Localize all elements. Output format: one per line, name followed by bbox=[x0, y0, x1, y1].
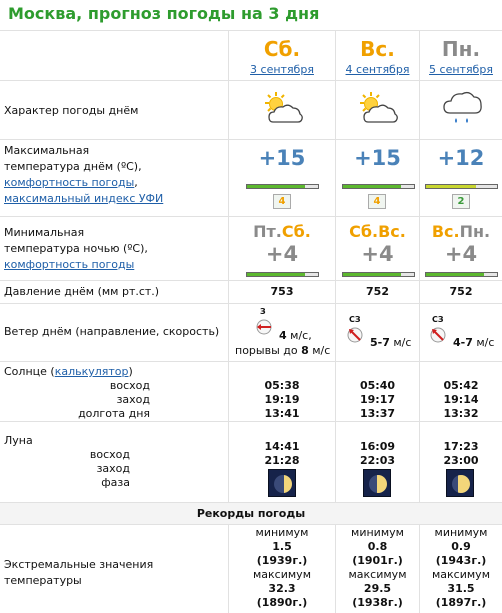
weather-row bbox=[0, 80, 502, 139]
wind-speed: 4 м/с, bbox=[279, 329, 312, 342]
record-min-label: минимум bbox=[434, 526, 488, 539]
moon-row bbox=[0, 421, 502, 502]
min-temp-value: +4 bbox=[265, 242, 299, 266]
moonset-time: 22:03 bbox=[359, 454, 395, 467]
wind-direction-label: СЗ bbox=[432, 315, 444, 324]
comfort-bar bbox=[425, 184, 498, 189]
record-max-value: 31.5 bbox=[447, 582, 475, 595]
pressure-label: Давление днём (мм рт.ст.) bbox=[4, 285, 160, 298]
record-min-year: (1943г.) bbox=[435, 554, 487, 567]
day-date-link[interactable]: 4 сентября bbox=[345, 63, 410, 76]
wind-direction-label: СЗ bbox=[349, 315, 361, 324]
sun-calculator-link[interactable]: калькулятор bbox=[54, 365, 129, 378]
max-temp-value: +15 bbox=[354, 146, 401, 170]
day-column-header bbox=[335, 31, 419, 80]
uv-index-badge: 4 bbox=[273, 194, 291, 209]
forecast-table bbox=[0, 30, 502, 613]
moonrise-time: 16:09 bbox=[359, 440, 395, 453]
record-min-year: (1939г.) bbox=[256, 554, 308, 567]
day-name: Сб. bbox=[263, 37, 301, 61]
wind-label: Ветер днём (направление, скорость) bbox=[4, 325, 220, 338]
sunset-time: 19:19 bbox=[264, 393, 300, 406]
sunrise-label: восход bbox=[109, 379, 150, 392]
day-date-link[interactable]: 3 сентября bbox=[250, 63, 314, 76]
uv-index-badge: 4 bbox=[368, 194, 386, 209]
record-max-year: (1938г.) bbox=[352, 596, 403, 609]
moonrise-time: 14:41 bbox=[264, 440, 300, 453]
moon-phase-icon bbox=[363, 469, 391, 497]
day-column-header bbox=[228, 31, 335, 80]
moonrise-time: 17:23 bbox=[443, 440, 479, 453]
comfort-link[interactable]: комфортность погоды bbox=[4, 176, 135, 189]
uv-index-badge: 2 bbox=[452, 194, 470, 209]
wind-speed: 4-7 м/с bbox=[453, 336, 495, 349]
comfort-bar bbox=[246, 184, 319, 189]
record-min-label: минимум bbox=[351, 526, 404, 539]
sunset-time: 19:17 bbox=[359, 393, 395, 406]
min-temp-value: +4 bbox=[361, 242, 394, 266]
sun-row: Солнце (калькулятор) восход заход долгота дня 05:38 19:19 13:41 05:40 19:17 13:37 05:42 19:14 13:32 bbox=[0, 361, 502, 421]
wind-direction-label: З bbox=[260, 307, 266, 316]
moon-phase-icon bbox=[446, 469, 474, 497]
max-temp-value: +12 bbox=[437, 146, 485, 170]
record-min-value: 0.8 bbox=[367, 540, 388, 553]
moon-phase-label: фаза bbox=[101, 476, 130, 489]
moonset-time: 23:00 bbox=[443, 454, 479, 467]
days-header-row bbox=[0, 30, 502, 80]
wind-speed: 5-7 м/с bbox=[370, 336, 412, 349]
record-max-label: максимум bbox=[253, 568, 311, 581]
record-max-value: 32.3 bbox=[268, 582, 296, 595]
sunrise-time: 05:40 bbox=[359, 379, 395, 392]
partly-cloudy-sun-icon bbox=[261, 90, 305, 130]
record-max-value: 29.5 bbox=[363, 582, 392, 595]
uv-index-link[interactable]: максимальный индекс УФИ bbox=[4, 192, 164, 205]
day-length-label: долгота дня bbox=[78, 407, 150, 420]
sunrise-time: 05:38 bbox=[264, 379, 300, 392]
moon-phase-icon bbox=[268, 469, 296, 497]
night-comfort-link[interactable]: комфортность погоды bbox=[4, 258, 135, 271]
day-column-header bbox=[419, 31, 502, 80]
record-max-label: максимум bbox=[348, 568, 407, 581]
comfort-bar bbox=[425, 272, 498, 277]
records-row: Экстремальные значения температуры минимум 1.5 (1939г.) максимум 32.3 (1890г.) минимум 0.8 (1901г.) максимум 29.5 (1938г.) минимум 0.9 (1943г.) максимум 31.5 (1897г.) bbox=[0, 524, 502, 613]
page-title: Москва, прогноз погоды на 3 дня bbox=[8, 4, 320, 23]
wind-row bbox=[0, 303, 502, 361]
extreme-label: Экстремальные значения bbox=[4, 558, 154, 571]
sunset-time: 19:14 bbox=[443, 393, 479, 406]
wind-compass-icon bbox=[429, 326, 447, 344]
record-min-label: минимум bbox=[255, 526, 309, 539]
record-min-year: (1901г.) bbox=[352, 554, 403, 567]
min-temp-value: +4 bbox=[444, 242, 478, 266]
records-header-row bbox=[0, 502, 502, 524]
day-name: Пн. bbox=[441, 37, 481, 61]
pressure-value: 752 bbox=[366, 285, 389, 298]
pressure-value: 752 bbox=[449, 285, 473, 298]
pressure-value: 753 bbox=[270, 285, 294, 298]
day-length: 13:32 bbox=[443, 407, 479, 420]
moon-label: Луна bbox=[4, 434, 33, 447]
day-date-link[interactable]: 5 сентября bbox=[429, 63, 493, 76]
day-length: 13:37 bbox=[359, 407, 395, 420]
partly-cloudy-sun-icon bbox=[356, 90, 400, 130]
sunset-label: заход bbox=[116, 393, 150, 406]
day-length: 13:41 bbox=[264, 407, 300, 420]
sunrise-time: 05:42 bbox=[443, 379, 479, 392]
record-min-value: 0.9 bbox=[451, 540, 471, 553]
record-max-year: (1890г.) bbox=[256, 596, 308, 609]
rain-cloud-icon bbox=[440, 87, 484, 131]
max-temp-row: Максимальная температура днём (ºC), комфортность погоды, максимальный индекс УФИ +15 4 +15 4 +12 2 bbox=[0, 139, 502, 216]
moonrise-label: восход bbox=[89, 448, 130, 461]
comfort-bar bbox=[342, 272, 415, 277]
record-min-value: 1.5 bbox=[272, 540, 292, 553]
min-temp-row: Минимальная температура ночью (ºC), комфортность погоды Пт.Сб. +4 Сб.Вс. +4 Вс.Пн. +4 bbox=[0, 216, 502, 280]
record-max-label: максимум bbox=[432, 568, 490, 581]
wind-compass-icon bbox=[346, 326, 364, 344]
moonset-label: заход bbox=[96, 462, 130, 475]
record-max-year: (1897г.) bbox=[435, 596, 487, 609]
wind-compass-icon bbox=[255, 318, 273, 336]
max-temp-value: +15 bbox=[258, 146, 306, 170]
night-days-label: Пт.Сб. bbox=[253, 222, 311, 241]
comfort-bar bbox=[246, 272, 319, 277]
records-header: Рекорды погоды bbox=[196, 507, 306, 520]
moonset-time: 21:28 bbox=[264, 454, 300, 467]
night-days-label: Сб.Вс. bbox=[349, 222, 406, 241]
night-days-label: Вс.Пн. bbox=[431, 222, 491, 241]
comfort-bar bbox=[342, 184, 415, 189]
weather-label: Характер погоды днём bbox=[4, 104, 139, 117]
pressure-row bbox=[0, 280, 502, 303]
wind-gust: порывы до 8 м/с bbox=[235, 344, 331, 357]
day-name: Вс. bbox=[360, 37, 395, 61]
